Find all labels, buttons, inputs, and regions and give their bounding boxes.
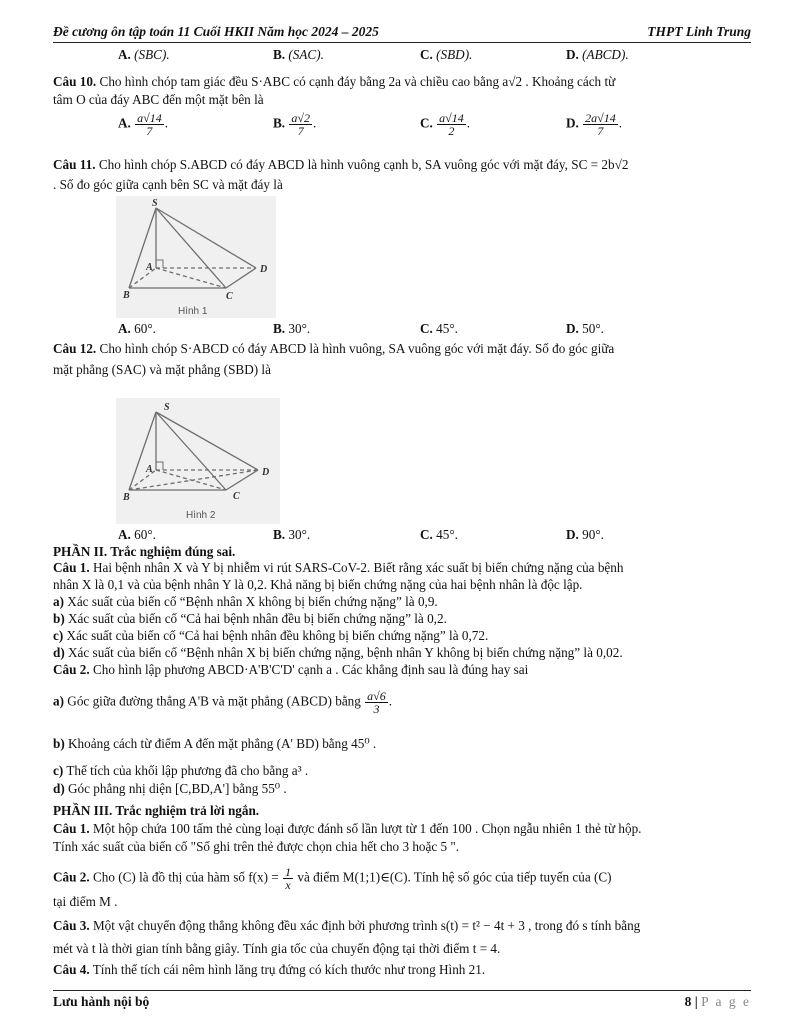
q9-option-b: B. (SAC). xyxy=(273,47,324,62)
q12-option-a: A. 60°. xyxy=(118,527,156,542)
q11-option-d: D. 50°. xyxy=(566,321,604,336)
vertex-d: D xyxy=(260,264,268,275)
q10-line1: Câu 10. Cho hình chóp tam giác đều S·ABC có cạnh đáy bằng 2a và chiều cao bằng a√2 . Khoảng cách từ xyxy=(53,74,616,89)
header-school: THPT Linh Trung xyxy=(647,24,751,39)
vertex-d: D xyxy=(262,467,270,478)
q9-option-d: D. (ABCD). xyxy=(566,47,629,62)
q12-line1: Câu 12. Cho hình chóp S·ABCD có đáy ABCD là hình vuông, SA vuông góc với mặt đáy. Số đo góc giữa xyxy=(53,341,615,356)
q10-option-a: A. $\frac{a√14}{7}$ . xyxy=(118,111,169,138)
p2-c2-line1: Câu 2. Cho hình lập phương ABCD·A'B'C'D' cạnh a . Các khẳng định sau là đúng hay sai xyxy=(53,662,529,677)
p3-c2-line2: tại điểm M . xyxy=(53,894,118,909)
p2-c2-item-a: a) Góc giữa đường thẳng A'B và mặt phẳng (ABCD) bằng $\frac{a√6}{3}$ . xyxy=(53,689,393,716)
figure-2-background xyxy=(116,398,280,524)
p2-c1-line1: Câu 1. Hai bệnh nhân X và Y bị nhiễm vi rút SARS-CoV-2. Biết rằng xác suất bị biến chứng nặng của bệnh xyxy=(53,560,624,575)
footer-page-number: 8 | P a g e xyxy=(684,994,751,1009)
vertex-c: C xyxy=(226,291,233,302)
p2-c1-item-d: d) Xác suất của biến cố “Bệnh nhân X bị biến chứng nặng, bệnh nhân Y không bị biến chứng nặng” là 0,02. xyxy=(53,645,623,660)
q11-line1: Câu 11. Cho hình chóp S.ABCD có đáy ABCD là hình vuông cạnh b, SA vuông góc với mặt đáy, SC = 2b√2 xyxy=(53,157,629,172)
footer-note: Lưu hành nội bộ xyxy=(53,994,150,1009)
p2-c1-item-b: b) Xác suất của biến cố “Cả hai bệnh nhân đều bị biến chứng nặng” là 0,2. xyxy=(53,611,447,626)
header-divider xyxy=(53,42,751,43)
q11-option-b: B. 30°. xyxy=(273,321,311,336)
p2-c2-item-b: b) Khoảng cách từ điểm A đến mặt phẳng (A' BD) bằng 45⁰ . xyxy=(53,736,377,751)
footer-divider xyxy=(53,990,751,991)
p2-c2-item-c: c) Thể tích của khối lập phương đã cho bằng a³ . xyxy=(53,763,309,778)
p2-c1-item-a: a) Xác suất của biến cố “Bệnh nhân X không bị biến chứng nặng” là 0,9. xyxy=(53,594,438,609)
p3-c4-line1: Câu 4. Tính thể tích cái nêm hình lăng trụ đứng có kích thước như trong Hình 21. xyxy=(53,962,486,977)
q11-option-c: C. 45°. xyxy=(420,321,458,336)
p2-c1-item-c: c) Xác suất của biến cố “Cả hai bệnh nhân đều không bị biến chứng nặng” là 0,72. xyxy=(53,628,489,643)
p3-c1-line2: Tính xác suất của biến cố "Số ghi trên thẻ được chọn chia hết cho 3 hoặc 5 ". xyxy=(53,839,460,854)
vertex-c: C xyxy=(233,491,240,502)
q11-option-a: A. 60°. xyxy=(118,321,156,336)
figure-2-caption: Hình 2 xyxy=(186,510,216,521)
vertex-s: S xyxy=(164,402,170,413)
q10-option-b: B. $\frac{a√2}{7}$ . xyxy=(273,111,317,138)
q11-line2: . Số đo góc giữa cạnh bên SC và mặt đáy là xyxy=(53,177,283,192)
q9-option-a: A. (SBC). xyxy=(118,47,170,62)
q10-option-d: D. $\frac{2a√14}{7}$ . xyxy=(566,111,623,138)
part-3-title: PHẦN III. Trắc nghiệm trả lời ngắn. xyxy=(53,803,260,818)
part-2-title: PHẦN II. Trắc nghiệm đúng sai. xyxy=(53,544,236,559)
p3-c3-line2: mét và t là thời gian tính bằng giây. Tính gia tốc của chuyển động tại thời điểm t = 4. xyxy=(53,941,501,956)
q9-option-c: C. (SBD). xyxy=(420,47,473,62)
q12-option-c: C. 45°. xyxy=(420,527,458,542)
figure-1-caption: Hình 1 xyxy=(178,306,208,317)
q12-line2: mặt phẳng (SAC) và mặt phẳng (SBD) là xyxy=(53,362,271,377)
p2-c1-line2: nhân X là 0,1 và của bệnh nhân Y là 0,2. Khả năng bị biến chứng nặng của hai bệnh nhân là độc lập. xyxy=(53,577,583,592)
vertex-s: S xyxy=(152,198,158,209)
header-title: Đề cương ôn tập toán 11 Cuối HKII Năm học 2024 – 2025 xyxy=(53,24,379,39)
p3-c2-line1: Câu 2. Cho (C) là đồ thị của hàm số f(x) = $\frac{1}{x}$ và điểm M(1;1)∈(C). Tính hệ số góc của tiếp tuyến của (C) xyxy=(53,865,612,892)
p3-c1-line1: Câu 1. Một hộp chứa 100 tấm thẻ cùng loại được đánh số lần lượt từ 1 đến 100 . Chọn ngẫu nhiên 1 thẻ từ hộp. xyxy=(53,821,642,836)
vertex-b: B xyxy=(123,492,130,503)
vertex-a: A xyxy=(146,464,153,475)
q10-line2: tâm O của đáy ABC đến một mặt bên là xyxy=(53,92,264,107)
p2-c2-item-d: d) Góc phẳng nhị diện [C,BD,A'] bằng 55⁰ . xyxy=(53,781,287,796)
figure-hinh-1 xyxy=(116,196,276,318)
vertex-a: A xyxy=(146,262,153,273)
p3-c3-line1: Câu 3. Một vật chuyển động thẳng không đều xác định bởi phương trình s(t) = t² − 4t + 3 , trong đó s tính bằng xyxy=(53,918,641,933)
figure-hinh-2 xyxy=(116,398,280,524)
q12-option-b: B. 30°. xyxy=(273,527,311,542)
q10-option-c: C. $\frac{a√14}{2}$ . xyxy=(420,111,471,138)
q12-option-d: D. 90°. xyxy=(566,527,604,542)
vertex-b: B xyxy=(123,290,130,301)
